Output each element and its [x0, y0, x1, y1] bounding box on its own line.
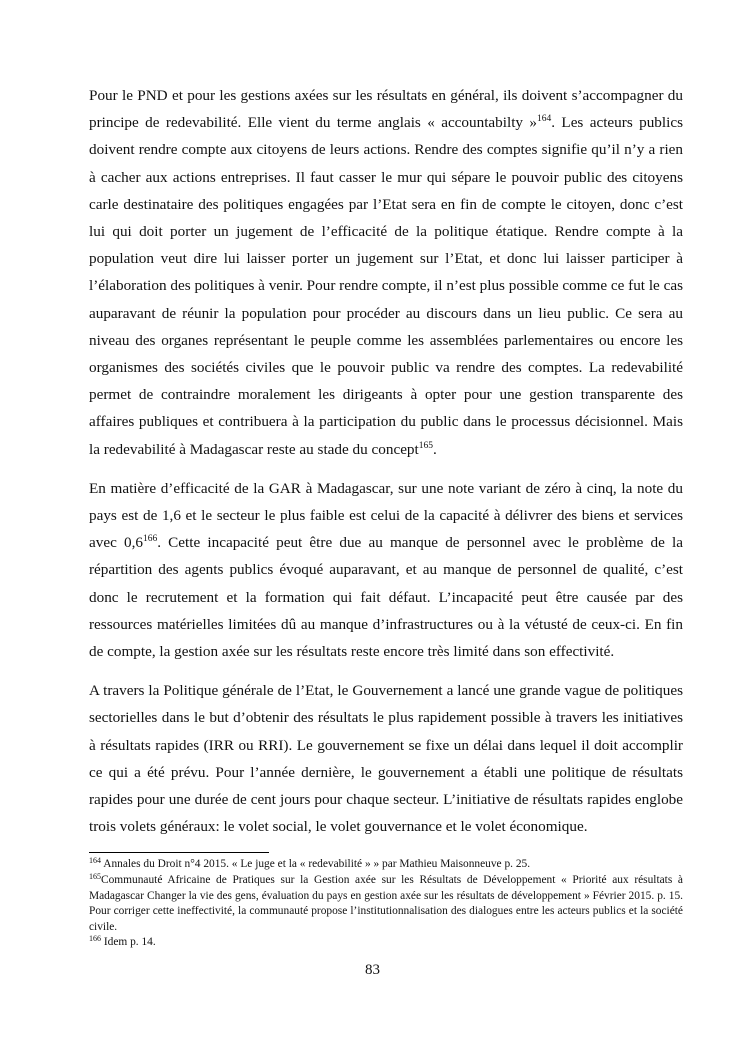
document-page	[89, 82, 683, 951]
footnote-166: $^{166}$ Idem p. 14.	[89, 934, 156, 949]
paragraph-redevabilite: Pour le PND et pour les gestions axées sur les résultats en général, ils doivent s’accompagner du principe de redevabilité. Elle vient du terme anglais « accountabilty »$^{164}$. Les acteurs publics doivent rendre compte aux citoyens de leurs actions. Rendre des comptes signifie qu’il n’y a rien à cacher aux actions entreprises. Il faut casser le mur qui sépare le pouvoir public des citoyens carle destinataire des politiques engagées par l’Etat sera en fin de compte le citoyen, donc c’est lui qui doit porter un jugement de l’efficacité de la politique étatique. Rendre compte à la population veut dire lui laisser porter un jugement sur l’Etat, et donc lui laisser participer à l’élaboration des politiques à venir. Pour rendre compte, il n’est plus possible comme ce fut le cas auparavant de réunir la population pour procéder au discours dans un lieu public. Ce sera au niveau des organes représentant le peuple comme les assemblées parlementaires ou encore les organismes des sociétés civiles que le pouvoir public va rendre des comptes. La redevabilité permet de contraindre moralement les dirigeants à opter pour une gestion transparente des affaires publiques et contribuera à la participation du public dans le processus décisionnel. Mais la redevabilité à Madagascar reste au stade du concept$^{165}$.	[89, 87, 683, 458]
footnote-separator	[89, 852, 269, 853]
paragraph-efficacite-gar: En matière d’efficacité de la GAR à Madagascar, sur une note variant de zéro à cinq, la note du pays est de 1,6 et le secteur le plus faible est celui de la capacité à délivrer des biens et services avec $0,6^{166}$. Cette incapacité peut être due au manque de personnel avec le problème de la répartition des agents publics évoqué auparavant, et au manque de personnel de qualité, c’est donc le recrutement et la formation qui fait défaut. L’incapacité peut être causée par des ressources matérielles limitées dû au manque d’infrastructures ou à la vétusté de ceux-ci. En fin de compte, la gestion axée sur les résultats reste encore très limité dans son effectivité.	[89, 479, 683, 661]
footnote-165: $^{165}$Communauté Africaine de Pratiques sur la Gestion axée sur les Résultats de Développement « Priorité aux résultats à Madagascar Changer la vie des gens, évaluation du pays en gestion axée sur les résultats de développement » Février 2015. p. 15. Pour corriger cette ineffectivité, la communauté propose l’institutionnalisation des dialogues entre les acteurs publics et la société civile.	[89, 872, 683, 933]
footnote-ref-166[interactable]: 166	[142, 534, 158, 545]
footnote-ref-165[interactable]: 165	[418, 440, 433, 451]
footnote-ref-164[interactable]: 164	[536, 114, 552, 125]
footnote-164: $^{164}$ Annales du Droit n°4 2015. « Le juge et la « redevabilité » » par Mathieu Maisonneuve p. 25.	[89, 856, 531, 871]
paragraph-politique-generale: A travers la Politique générale de l’Etat, le Gouvernement a lancé une grande vague de politiques sectorielles dans le but d’obtenir des résultats le plus rapidement possible à travers les initiatives à résultats rapides (IRR ou RRI). Le gouvernement se fixe un délai dans lequel il doit accomplir ce qui a été prévu. Pour l’année dernière, le gouvernement a établi une politique de résultats rapides pour une durée de cent jours pour chaque secteur. L’initiative de résultats rapides englobe trois volets généraux: le volet social, le volet gouvernance et le volet économique.	[89, 682, 683, 836]
page-number: 83	[365, 962, 380, 978]
body-text	[89, 82, 683, 840]
footnotes	[89, 857, 683, 951]
